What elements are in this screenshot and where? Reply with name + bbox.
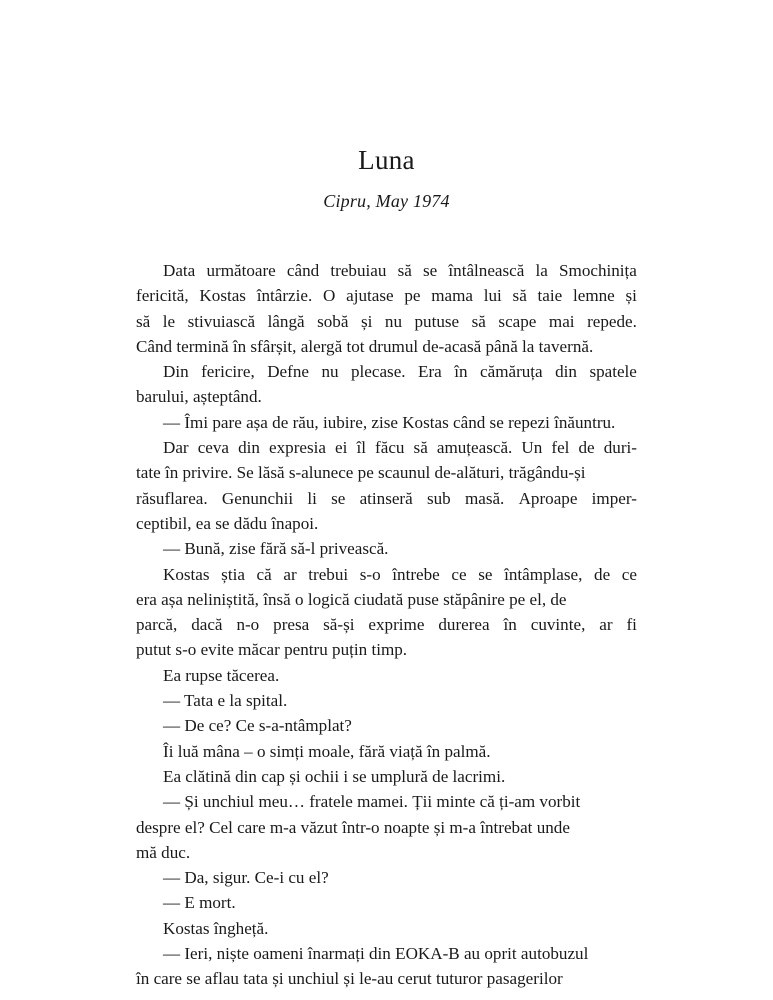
text-line <box>136 612 637 637</box>
text-word: atinseră <box>359 488 413 508</box>
text-line: — Da, sigur. Ce-i cu el? <box>163 868 329 888</box>
text-word: s-o <box>359 564 381 584</box>
text-word: nu <box>384 311 402 331</box>
text-word: Genunchii <box>221 488 294 508</box>
text-line: tate în privire. Se lăsă s-alunece pe scaunul de-alături, trăgându-și <box>136 463 586 483</box>
text-line: — Și unchiul meu… fratele mamei. Ții minte că ți-am vorbit <box>163 792 581 812</box>
text-word: din <box>555 362 577 382</box>
text-word: sub <box>426 488 451 508</box>
text-word: Dar <box>163 438 189 458</box>
text-word: repede. <box>587 311 637 331</box>
text-word: fericire, <box>201 362 255 382</box>
text-word: li <box>307 488 317 508</box>
text-word: nu <box>321 362 339 382</box>
text-word: imper- <box>591 488 637 508</box>
text-word: întâlnească <box>448 261 525 280</box>
chapter-subtitle: Cipru, May 1974 <box>323 191 450 211</box>
text-line: — De ce? Ce s-a-ntâmplat? <box>163 716 352 736</box>
text-word: cuvinte, <box>530 615 586 635</box>
text-word: să-și <box>323 615 355 635</box>
text-word: în <box>454 362 468 382</box>
text-line <box>163 562 637 587</box>
text-word: n-o <box>236 615 260 635</box>
text-word: ceva <box>197 438 230 458</box>
text-word: făcu <box>375 438 405 458</box>
text-line: — Bună, zise fără să-l privească. <box>163 539 389 559</box>
text-word: când <box>286 261 320 280</box>
text-line: Îi luă mâna – o simți moale, fără viață în palmă. <box>163 741 491 761</box>
text-word: stivuiască <box>187 311 256 331</box>
text-word: se <box>478 564 493 584</box>
text-line <box>163 258 637 283</box>
text-word: ei <box>335 438 348 458</box>
text-word: să <box>471 311 486 331</box>
text-word: lângă <box>267 311 305 331</box>
text-line <box>163 435 637 460</box>
text-word: spatele <box>589 362 637 382</box>
text-word: Era <box>418 362 442 382</box>
text-word: Data <box>163 261 196 280</box>
text-line: — E mort. <box>163 893 236 913</box>
text-line: ceptibil, ea se dădu înapoi. <box>136 513 319 533</box>
text-word: Un <box>521 438 543 458</box>
text-word: parcă, <box>136 615 178 635</box>
text-word: fericită, <box>136 286 189 306</box>
text-word: lui <box>483 286 502 306</box>
text-word: duri- <box>603 438 637 458</box>
text-word: lemne <box>572 286 615 306</box>
text-word: trebuiau <box>330 261 387 280</box>
text-word: întrebe <box>392 564 440 584</box>
text-word: ar <box>599 615 613 635</box>
text-word: întâmplase, <box>504 564 583 584</box>
text-word: mai <box>548 311 575 331</box>
page-title: Luna <box>358 145 415 175</box>
text-word: masă. <box>464 488 505 508</box>
text-word: durerea <box>438 615 490 635</box>
text-word: să <box>512 286 527 306</box>
text-word: Smochinița <box>559 261 637 280</box>
text-line: Ea rupse tăcerea. <box>163 665 280 685</box>
text-word: să <box>136 311 151 331</box>
text-word: Defne <box>267 362 309 382</box>
text-word: ce <box>621 564 637 584</box>
text-word: se <box>331 488 346 508</box>
text-word: îl <box>356 438 366 458</box>
text-line: — Ieri, niște oameni înarmați din EOKA-B au oprit autobuzul <box>163 944 589 964</box>
text-word: din <box>238 438 260 458</box>
text-word: taie <box>537 286 563 306</box>
text-line: Kostas îngheță. <box>163 918 269 938</box>
text-word: trebui <box>308 564 349 584</box>
text-word: O <box>323 286 336 306</box>
text-word: se <box>422 261 438 280</box>
text-line <box>136 486 637 511</box>
text-word: putuse <box>414 311 460 331</box>
text-line <box>136 309 637 334</box>
text-line: barului, așteptând. <box>136 387 262 407</box>
text-line <box>136 283 637 308</box>
text-word: pe <box>404 286 421 306</box>
text-word: amuțească. <box>436 438 513 458</box>
text-word: Din <box>163 362 189 382</box>
text-line: putut s-o evite măcar pentru puțin timp. <box>136 640 408 660</box>
text-word: să <box>413 438 428 458</box>
text-word: Kostas <box>163 564 210 584</box>
text-line: — Tata e la spital. <box>163 691 288 711</box>
text-line: despre el? Cel care m-a văzut într-o noapte și m-a întrebat unde <box>136 817 570 837</box>
text-word: că <box>256 564 272 584</box>
text-word: Kostas <box>199 286 246 306</box>
text-word: să <box>397 261 412 280</box>
text-line: în care se aflau tata și unchiul și le-au cerut tuturor pasagerilor <box>136 969 563 989</box>
text-word: fel <box>551 438 570 458</box>
text-line: era așa neliniștită, însă o logică ciudată puse stăpânire pe el, de <box>136 589 567 609</box>
text-word: exprime <box>368 615 425 635</box>
text-word: plecase. <box>351 362 406 382</box>
text-word: întârzie. <box>256 286 313 306</box>
text-word: răsuflarea. <box>136 488 208 508</box>
text-word: mama <box>431 286 473 306</box>
text-word: le <box>162 311 176 331</box>
text-word: ajutase <box>346 286 394 306</box>
body-text <box>136 258 637 992</box>
text-word: dacă <box>191 615 223 635</box>
text-word: sobă <box>317 311 349 331</box>
text-word: expresia <box>269 438 326 458</box>
text-line: Ea clătină din cap și ochii i se umplură de lacrimi. <box>163 766 506 786</box>
text-word: ce <box>451 564 467 584</box>
text-word: fi <box>626 615 637 635</box>
text-word: Aproape <box>518 488 578 508</box>
text-word: și <box>625 286 637 306</box>
text-word: știa <box>221 564 245 584</box>
text-word: și <box>360 311 373 331</box>
text-word: următoare <box>206 261 276 280</box>
text-word: în <box>503 615 517 635</box>
text-line: Când termină în sfârșit, alergă tot drumul de-acasă până la tavernă. <box>136 336 594 356</box>
text-word: de <box>578 438 595 458</box>
text-word: cămăruța <box>480 362 543 382</box>
text-word: ar <box>283 564 297 584</box>
text-line: mă duc. <box>136 842 191 862</box>
text-word: scape <box>498 311 537 331</box>
text-word: presa <box>273 615 310 635</box>
text-word: la <box>535 261 548 280</box>
text-line <box>163 359 637 384</box>
text-word: de <box>594 564 611 584</box>
text-line: — Îmi pare așa de rău, iubire, zise Kostas când se repezi înăuntru. <box>163 412 616 432</box>
